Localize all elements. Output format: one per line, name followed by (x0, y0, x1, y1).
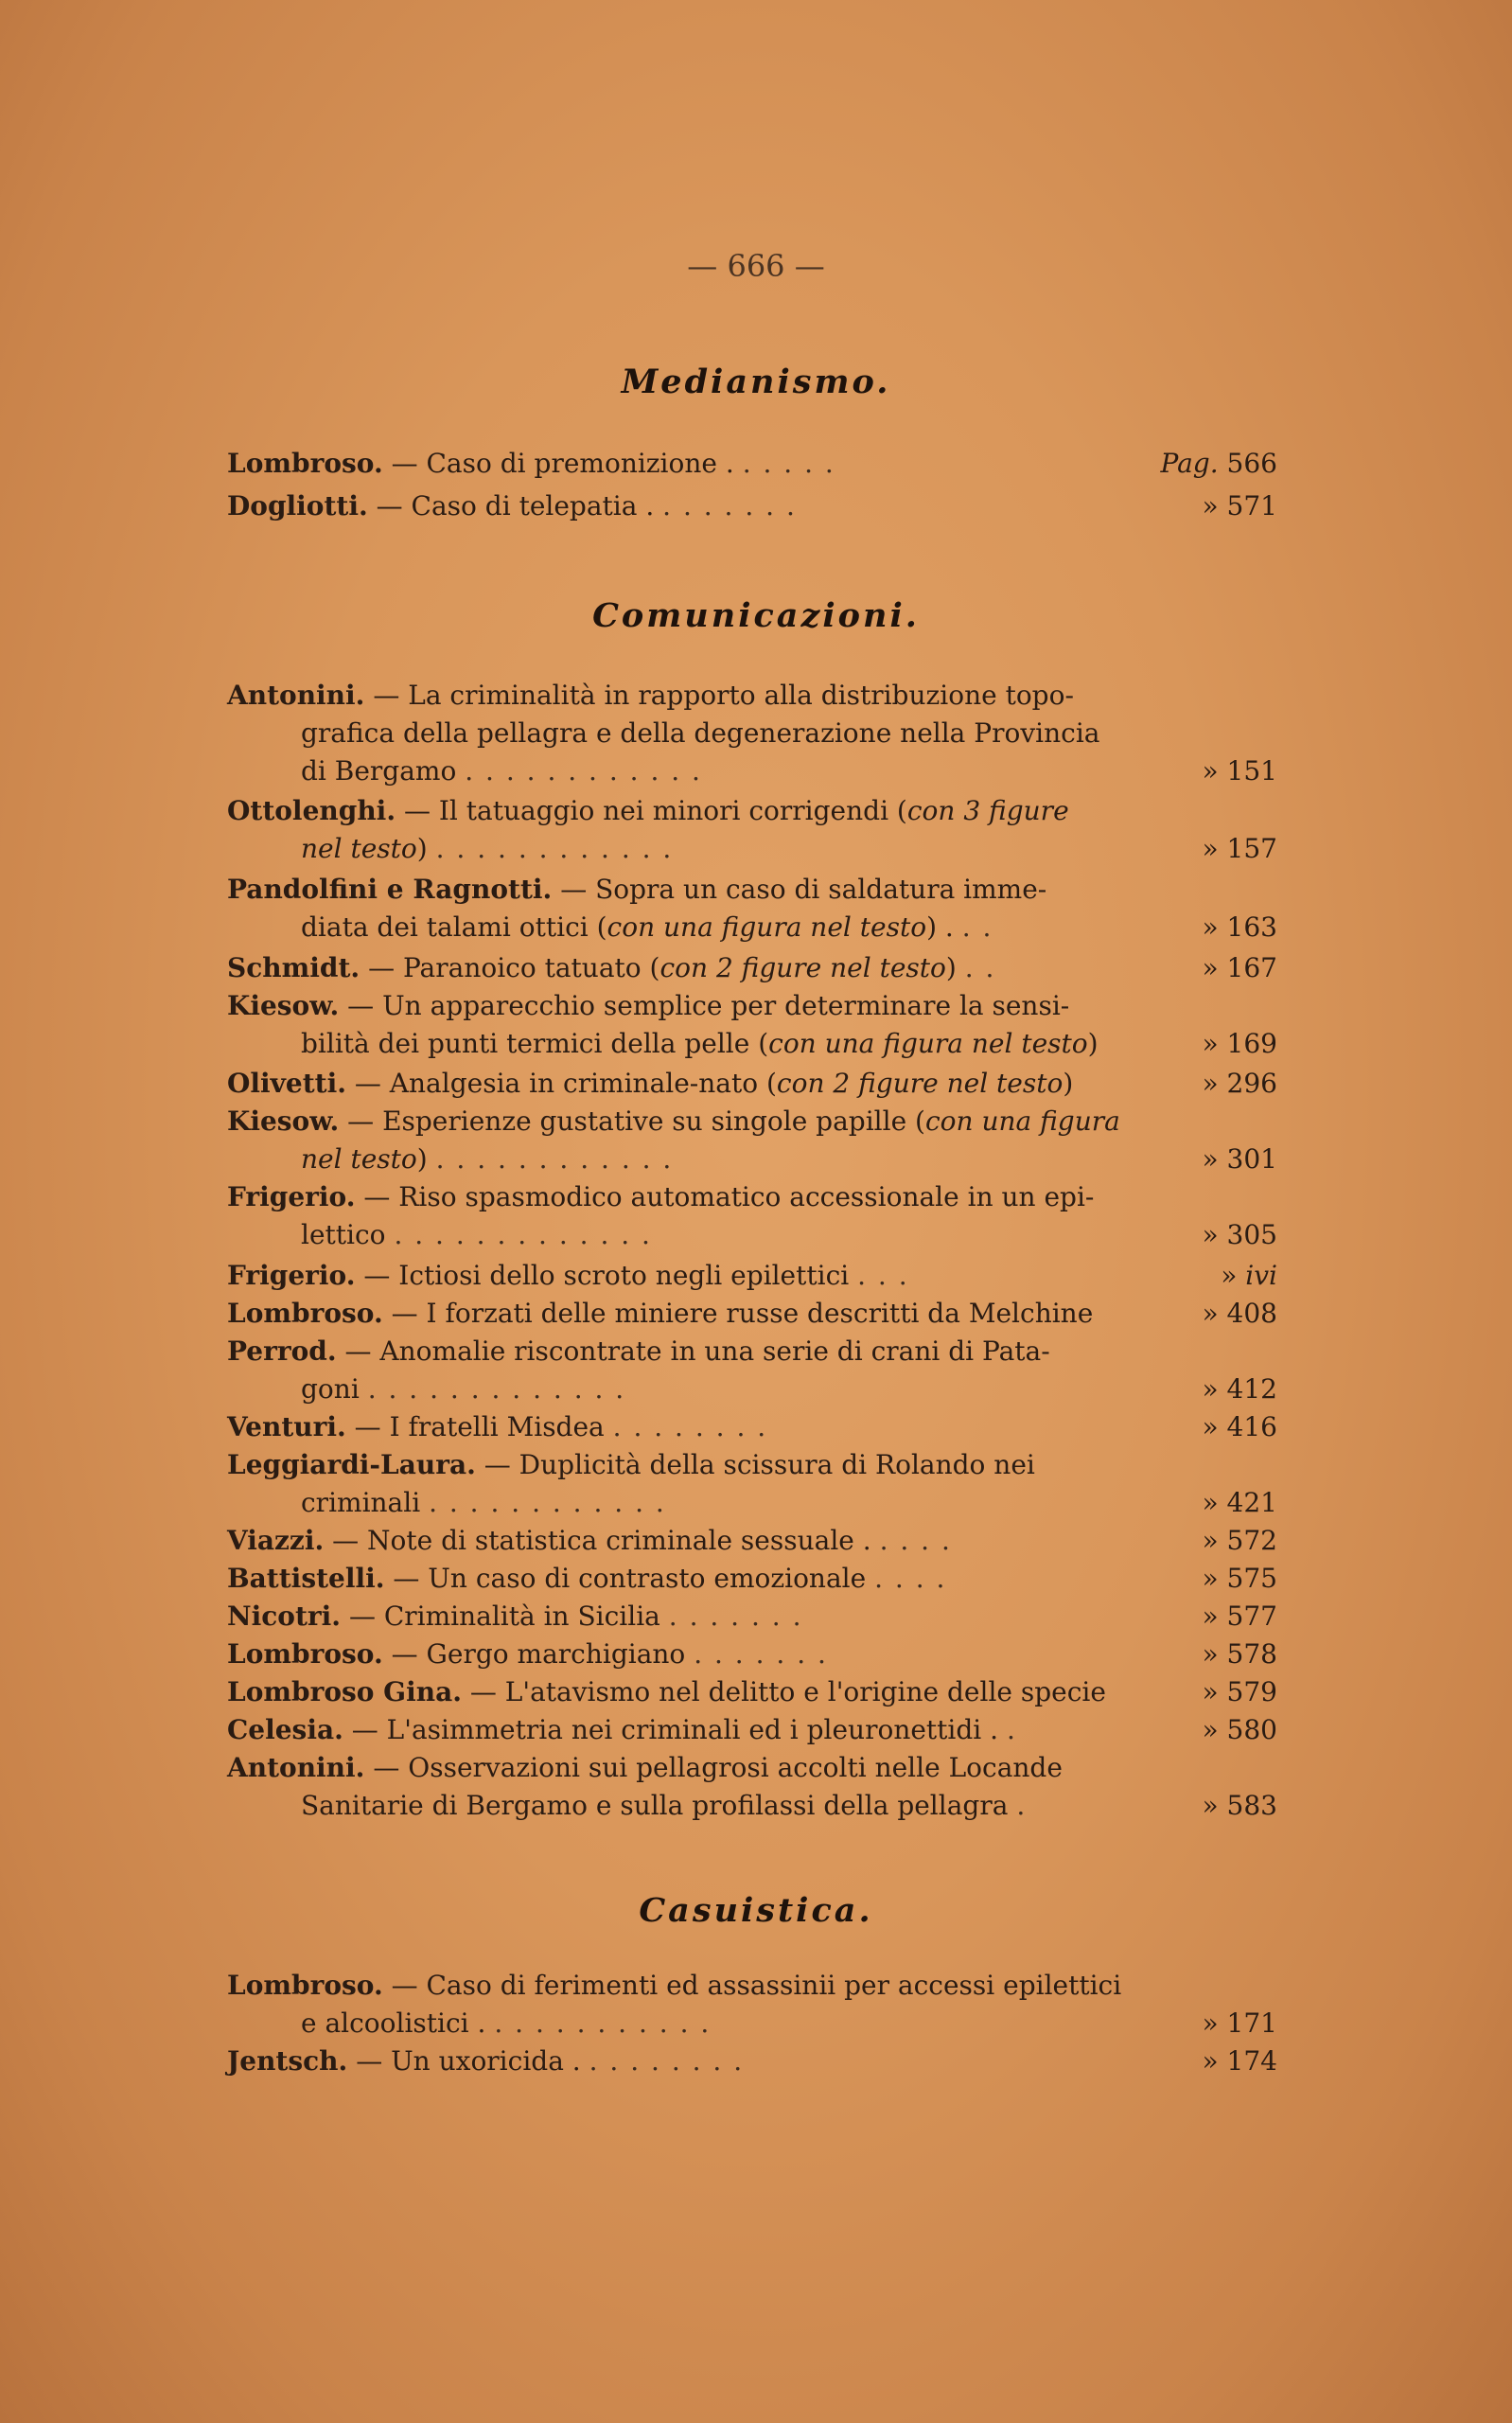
entry-title-italic: con 3 figure (906, 795, 1069, 826)
toc-entry (227, 871, 1277, 946)
page-ref (1203, 830, 1278, 868)
entry-line (227, 1216, 1277, 1254)
entry-line (227, 1141, 1277, 1178)
ditto-mark: » (1202, 1143, 1219, 1175)
entry-author: Leggiardi-Laura. (227, 1449, 476, 1480)
entry-title: — Paranoico tatuato ( (368, 952, 660, 983)
entry-title: — Caso di telepatia . (376, 490, 655, 522)
page-ref (1203, 1598, 1278, 1636)
page-number-ref: 412 (1226, 1373, 1277, 1405)
entry-title: — Note di statistica criminale sessuale . (332, 1525, 871, 1556)
page-ref (1203, 1295, 1278, 1333)
entry-line (227, 715, 1277, 752)
leader-dots: . . (961, 911, 993, 943)
entry-line (227, 1065, 1277, 1103)
entry-title: — Ictiosi dello scroto negli epilettici (363, 1260, 850, 1291)
entry-title: — La criminalità in rapporto alla distribuzione topo- (373, 680, 1074, 711)
entry-author: Lombroso. (227, 448, 383, 479)
leader-dots: . . . . . . . . . . . . (435, 833, 674, 864)
page-ref (1203, 1065, 1278, 1103)
entry-title: — Duplicità della scissura di Rolando nei (483, 1449, 1035, 1480)
entry-author: Ottolenghi. (227, 795, 396, 826)
page-ref (1161, 445, 1277, 483)
leader-dots: . . . . (874, 1563, 947, 1594)
entry-title: — Caso di premonizione . (391, 448, 734, 479)
page-number-ref: 578 (1226, 1638, 1277, 1670)
toc-entry (227, 1065, 1277, 1103)
ditto-mark: » (1202, 1411, 1219, 1442)
pag-label: Pag. (1160, 448, 1219, 479)
page-ref (1203, 1216, 1278, 1254)
entry-line (227, 1484, 1277, 1522)
entry-author: Perrod. (227, 1335, 337, 1367)
entry-line (227, 1522, 1277, 1560)
entry-author: Celesia. (227, 1714, 343, 1745)
ditto-mark: » (1202, 1487, 1219, 1518)
page-number-ref: 163 (1226, 911, 1277, 943)
leader-dots: . . . . . . . . (589, 2045, 745, 2077)
page-number-ref: 572 (1226, 1525, 1277, 1556)
entry-title: — Esperienze gustative su singole papille ( (347, 1105, 925, 1137)
toc-entry (227, 1636, 1277, 1673)
toc-entry (227, 1295, 1277, 1333)
page-number-ref: 571 (1226, 490, 1277, 522)
page-number-ref: 169 (1226, 1028, 1277, 1059)
entry-title: — Sopra un caso di saldatura imme- (560, 874, 1047, 905)
entry-line (227, 1295, 1277, 1333)
page-ref (1203, 1484, 1278, 1522)
entry-title: — Un uxoricida . (356, 2045, 581, 2077)
entry-line (227, 871, 1277, 909)
entry-line (227, 1711, 1277, 1749)
entry-line (227, 1371, 1277, 1408)
entry-line (227, 909, 1277, 946)
toc-entry (227, 2043, 1277, 2080)
entry-title-cont: di Bergamo (301, 755, 457, 787)
entry-line (227, 1257, 1277, 1295)
entry-title-cont: ) (416, 833, 428, 864)
entry-title: — Analgesia in criminale-nato ( (354, 1068, 777, 1099)
entry-author: Venturi. (227, 1411, 346, 1442)
entry-title: — Un apparecchio semplice per determinare la sensi- (347, 990, 1070, 1021)
ditto-mark: » (1221, 1260, 1238, 1291)
ditto-mark: » (1202, 755, 1219, 787)
page-number: — 666 — (687, 248, 825, 284)
entry-title-cont: ) (416, 1143, 428, 1175)
entry-title: — Un caso di contrasto emozionale (393, 1563, 867, 1594)
entry-line (227, 1967, 1277, 2005)
entry-line (227, 1025, 1277, 1063)
leader-dots: . (1006, 1714, 1017, 1745)
leader-dots: . . . . . . . . . . . . . (367, 1373, 626, 1405)
toc-entry (227, 1560, 1277, 1598)
entry-author: Schmidt. (227, 952, 360, 983)
entry-author: Lombroso. (227, 1970, 383, 2001)
entry-author: Jentsch. (227, 2045, 348, 2077)
page-ref (1203, 1711, 1278, 1749)
ditto-mark: » (1202, 952, 1219, 983)
ditto-mark: » (1202, 2045, 1219, 2077)
leader-dots: . . . . . . . (694, 1638, 828, 1670)
ditto-mark: » (1202, 1028, 1219, 1059)
entry-title-cont: criminali (301, 1487, 421, 1518)
toc-entry (227, 445, 1277, 483)
entry-line (227, 1103, 1277, 1141)
entry-title-cont: goni (301, 1373, 360, 1405)
leader-dots: . . . . . . . . . . . . (429, 1487, 666, 1518)
page-number-ref: 296 (1226, 1068, 1277, 1099)
toc-entry (227, 792, 1277, 868)
page-number-ref: 171 (1226, 2007, 1277, 2039)
entry-author: Frigerio. (227, 1260, 356, 1291)
entry-title-italic: con una figura (924, 1105, 1120, 1137)
entry-title-italic: con 2 figure nel testo (659, 952, 946, 983)
entry-line (227, 445, 1277, 483)
page-number-ref: 408 (1226, 1298, 1277, 1329)
entry-line (227, 792, 1277, 830)
page-ref (1203, 1636, 1278, 1673)
leader-dots: . . . . . . . (662, 490, 797, 522)
toc-entry (227, 1333, 1277, 1408)
toc-entry (227, 1446, 1277, 1522)
entry-author: Viazzi. (227, 1525, 325, 1556)
leader-dots: . . . . (879, 1525, 952, 1556)
entry-line (227, 1446, 1277, 1484)
entry-author: Kiesow. (227, 1105, 340, 1137)
page-number-ref: 421 (1226, 1487, 1277, 1518)
entry-author: Antonini. (227, 1752, 365, 1783)
entry-line (227, 2043, 1277, 2080)
page-number-ref: ivi (1245, 1260, 1277, 1291)
ditto-mark: » (1202, 1563, 1219, 1594)
entry-title-italic: con una figura nel testo (607, 911, 927, 943)
entry-line (227, 752, 1277, 790)
entry-author: Lombroso. (227, 1298, 383, 1329)
entry-line (227, 1749, 1277, 1787)
entry-title-cont: ) (1063, 1068, 1074, 1099)
entry-author: Nicotri. (227, 1601, 342, 1632)
page-ref (1203, 2005, 1278, 2043)
entry-line (227, 1408, 1277, 1446)
leader-dots: . . . . . . . . . . . . (435, 1143, 674, 1175)
page-ref (1203, 1025, 1278, 1063)
page-ref (1203, 1522, 1278, 1560)
entry-title-italic: nel testo (301, 833, 417, 864)
entry-title: — Criminalità in Sicilia (348, 1601, 660, 1632)
page-number-ref: 301 (1226, 1143, 1277, 1175)
entry-author: Pandolfini e Ragnotti. (227, 874, 553, 905)
entry-title-italic: nel testo (301, 1143, 417, 1175)
page-number-ref: 575 (1226, 1563, 1277, 1594)
toc-entry (227, 1711, 1277, 1749)
page-ref (1203, 949, 1278, 987)
section-title-medianismo: Medianismo. (621, 363, 891, 401)
toc-entry (227, 1967, 1277, 2043)
entry-title-cont: ) (1087, 1028, 1099, 1059)
ditto-mark: » (1202, 1525, 1219, 1556)
toc-entry (227, 949, 1277, 987)
ditto-mark: » (1202, 911, 1219, 943)
entry-title-cont: e alcoolistici . (301, 2007, 486, 2039)
entry-line (227, 987, 1277, 1025)
page-ref (1203, 1560, 1278, 1598)
page-number-ref: 580 (1226, 1714, 1277, 1745)
ditto-mark: » (1202, 1068, 1219, 1099)
entry-title-cont: lettico (301, 1219, 386, 1250)
entry-title-cont: Sanitarie di Bergamo e sulla profilassi della pellagra (301, 1790, 1009, 1821)
entry-line (227, 1598, 1277, 1636)
page-ref (1203, 1371, 1278, 1408)
toc-entry (227, 1257, 1277, 1295)
ditto-mark: » (1202, 1676, 1219, 1707)
page-ref (1203, 487, 1278, 525)
leader-dots: . . . . . . . . . . . . . (394, 1219, 652, 1250)
entry-title: — Il tatuaggio nei minori corrigendi ( (403, 795, 907, 826)
entry-author: Lombroso Gina. (227, 1676, 462, 1707)
page-ref (1203, 1141, 1278, 1178)
section-title-comunicazioni: Comunicazioni. (592, 596, 920, 635)
entry-author: Antonini. (227, 680, 365, 711)
page-number-ref: 583 (1226, 1790, 1277, 1821)
entry-title-cont: ) . (926, 911, 954, 943)
entry-title: — Caso di ferimenti ed assassinii per accessi epilettici (391, 1970, 1122, 2001)
entry-title-cont: ) (945, 952, 957, 983)
section-title-casuistica: Casuistica. (639, 1891, 873, 1930)
entry-line (227, 1560, 1277, 1598)
entry-title: — Gergo marchigiano (391, 1638, 686, 1670)
page-ref (1203, 2043, 1278, 2080)
entry-line (227, 487, 1277, 525)
entry-line (227, 949, 1277, 987)
entry-author: Lombroso. (227, 1638, 383, 1670)
toc-entry (227, 1598, 1277, 1636)
ditto-mark: » (1202, 1638, 1219, 1670)
entry-line (227, 830, 1277, 868)
leader-dots: . . . . . (742, 448, 835, 479)
leader-dots: . . . . . . . . (612, 1411, 768, 1442)
page-ref (1203, 909, 1278, 946)
entry-author: Olivetti. (227, 1068, 346, 1099)
page-number-ref: 157 (1226, 833, 1277, 864)
ditto-mark: » (1202, 490, 1219, 522)
page-number-ref: 566 (1226, 448, 1277, 479)
leader-dots: . . (964, 952, 996, 983)
entry-line (227, 2005, 1277, 2043)
entry-title-cont: bilità dei punti termici della pelle ( (301, 1028, 769, 1059)
entry-title: — Riso spasmodico automatico accessionale in un epi- (363, 1181, 1095, 1212)
toc-entry (227, 1408, 1277, 1446)
entry-line (227, 1636, 1277, 1673)
toc-entry (227, 1178, 1277, 1254)
toc-entry (227, 677, 1277, 790)
page-number-ref: 416 (1226, 1411, 1277, 1442)
entry-line (227, 677, 1277, 715)
ditto-mark: » (1202, 1790, 1219, 1821)
toc-entry (227, 1749, 1277, 1825)
entry-title-italic: con una figura nel testo (768, 1028, 1088, 1059)
entry-author: Kiesow. (227, 990, 340, 1021)
leader-dots: . (1016, 1790, 1028, 1821)
leader-dots: . . . . . . . . . . . (494, 2007, 712, 2039)
entry-title-italic: con 2 figure nel testo (776, 1068, 1064, 1099)
page-number-ref: 167 (1226, 952, 1277, 983)
entry-line (227, 1333, 1277, 1371)
entry-title: — L'atavismo nel delitto e l'origine delle specie (469, 1676, 1106, 1707)
entry-line (227, 1673, 1277, 1711)
entry-author: Battistelli. (227, 1563, 385, 1594)
ditto-mark: » (1202, 1298, 1219, 1329)
entry-author: Dogliotti. (227, 490, 368, 522)
entry-line (227, 1787, 1277, 1825)
page-number-ref: 579 (1226, 1676, 1277, 1707)
leader-dots: . . . . . . . . . . . . (465, 755, 702, 787)
page-number-ref: 151 (1226, 755, 1277, 787)
entry-title: — Anomalie riscontrate in una serie di crani di Pata- (344, 1335, 1050, 1367)
ditto-mark: » (1202, 2007, 1219, 2039)
entry-title: — I forzati delle miniere russe descritti da Melchine (391, 1298, 1094, 1329)
toc-entry (227, 1103, 1277, 1178)
entry-title: — Osservazioni sui pellagrosi accolti nelle Locande (373, 1752, 1063, 1783)
leader-dots: . . . (857, 1260, 909, 1291)
toc-entry (227, 1673, 1277, 1711)
toc-entry (227, 487, 1277, 525)
ditto-mark: » (1202, 1373, 1219, 1405)
entry-line (227, 1178, 1277, 1216)
page-ref (1203, 1408, 1278, 1446)
page-ref (1203, 1787, 1278, 1825)
toc-entry (227, 1522, 1277, 1560)
ditto-mark: » (1202, 1219, 1219, 1250)
page-ref (1221, 1257, 1277, 1295)
entry-title-cont: diata dei talami ottici ( (301, 911, 607, 943)
ditto-mark: » (1202, 1601, 1219, 1632)
entry-title: — L'asimmetria nei criminali ed i pleuronettidi . (351, 1714, 999, 1745)
page-number-ref: 305 (1226, 1219, 1277, 1250)
page-ref (1203, 752, 1278, 790)
entry-author: Frigerio. (227, 1181, 356, 1212)
leader-dots: . . . . . . . (668, 1601, 803, 1632)
page-ref (1203, 1673, 1278, 1711)
page-number-ref: 577 (1226, 1601, 1277, 1632)
toc-entry (227, 987, 1277, 1063)
ditto-mark: » (1202, 833, 1219, 864)
entry-title-cont: grafica della pellagra e della degenerazione nella Provincia (301, 717, 1100, 749)
entry-title: — I fratelli Misdea (354, 1411, 605, 1442)
ditto-mark: » (1202, 1714, 1219, 1745)
page-number-ref: 174 (1226, 2045, 1277, 2077)
